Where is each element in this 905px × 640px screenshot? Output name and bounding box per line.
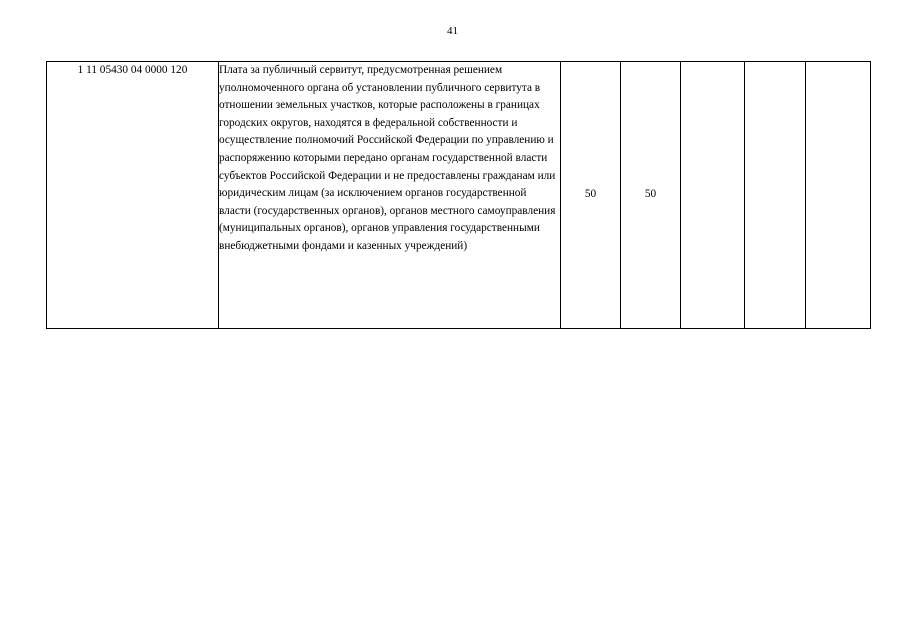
value-cell-2: 50 xyxy=(621,62,681,329)
budget-classification-code: 1 11 05430 04 0000 120 xyxy=(47,62,219,329)
value-cell-5 xyxy=(806,62,871,329)
value-cell-3 xyxy=(681,62,745,329)
page-number: 41 xyxy=(447,25,458,37)
revenue-description: Плата за публичный сервитут, предусмотренная решением уполномоченного органа об установлении публичного сервитута в отношении земельных участков, которые расположены в границах городских округов, находятся в федеральной собственности и осуществление полномочий Российской Федерации по управлению и распоряжению которыми передано органам государственной власти субъектов Российской Федерации и не предоставлены гражданам или юридическим лицам (за исключением органов государственной власти (государственных органов), органов местного самоуправления (муниципальных органов), органов управления государственными внебюджетными фондами и казенных учреждений) xyxy=(219,62,561,329)
revenue-table xyxy=(46,61,871,329)
value-cell-4 xyxy=(745,62,806,329)
value-cell-1: 50 xyxy=(561,62,621,329)
table-row xyxy=(47,62,871,329)
